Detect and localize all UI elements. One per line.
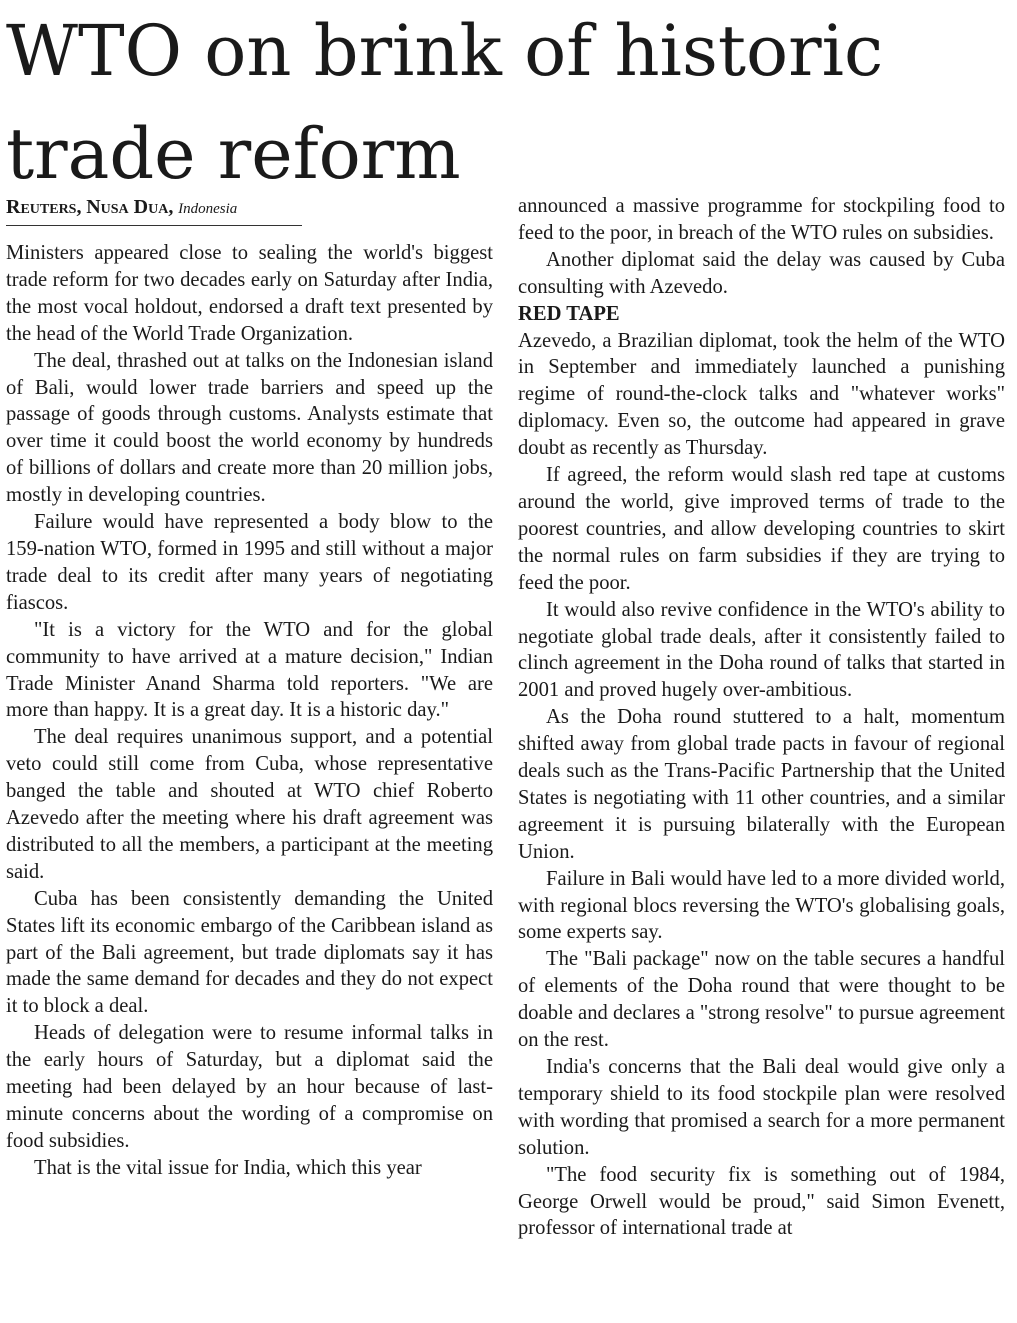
paragraph: The deal, thrashed out at talks on the Indonesian island of Bali, would lower trade barriers and speed up the passage of goods through customs. Analysts estimate that over time it could boost the world economy by hundreds of billions of dollars and create more than 20 million jobs, mostly in developing countries.: [6, 349, 493, 507]
paragraph: Failure would have represented a body blow to the 159-nation WTO, formed in 1995 and still without a major trade deal to its credit after many years of negotiating fiascos.: [6, 511, 493, 614]
paragraph: That is the vital issue for India, which this year: [34, 1156, 422, 1179]
paragraph: announced a massive programme for stockpiling food to feed to the poor, in breach of the WTO rules on subsidies.: [518, 195, 1005, 244]
paragraph: "It is a victory for the WTO and for the global community to have arrived at a mature decision," Indian Trade Minister Anand Sharma told reporters. "We are more than happy. It is a great day. It is a historic day.": [6, 618, 493, 722]
paragraph: As the Doha round stuttered to a halt, momentum shifted away from global trade pacts in favour of regional deals such as the Trans-Pacific Partnership that the United States is negotiating with 11 other countries, and a similar agreement it is pursuing bilaterally with the European Union.: [518, 706, 1005, 863]
paragraph: Heads of delegation were to resume informal talks in the early hours of Saturday, but a diplomat said the meeting had been delayed by an hour because of last-minute concerns about the wording of a compromise on food subsidies.: [6, 1022, 493, 1152]
byline-country: Indonesia: [178, 201, 238, 217]
paragraph: Another diplomat said the delay was caused by Cuba consulting with Azevedo.: [518, 248, 1005, 298]
subhead: RED TAPE: [518, 302, 620, 325]
paragraph: The deal requires unanimous support, and a potential veto could still come from Cuba, whose representative banged the table and shouted at WTO chief Roberto Azevedo after the meeting where his draft agreement was distributed to all the members, a participant at the meeting said.: [6, 726, 493, 883]
article-column-left: [6, 193, 493, 1182]
byline-source: Reuters,: [6, 196, 82, 218]
byline-place: Nusa Dua,: [86, 196, 174, 218]
paragraph: Failure in Bali would have led to a more divided world, with regional blocs reversing the WTO's globalising goals, some experts say.: [518, 867, 1005, 944]
paragraph: Cuba has been consistently demanding the United States lift its economic embargo of the Caribbean island as part of the Bali agreement, but trade diplomats say it has made the same demand for decades and they do not expect it to block a deal.: [6, 887, 493, 1018]
paragraph: If agreed, the reform would slash red tape at customs around the world, give improved terms of trade to the poorest countries, and allow developing countries to skirt the normal rules on farm subsidies if they are trying to feed the poor.: [518, 464, 1005, 594]
byline: [6, 193, 302, 226]
paragraph: It would also revive confidence in the WTO's ability to negotiate global trade deals, after it consistently failed to clinch agreement in the Doha round of talks that started in 2001 and proved hugely over-ambitious.: [518, 598, 1005, 702]
paragraph: Azevedo, a Brazilian diplomat, took the helm of the WTO in September and immediately launched a punishing regime of round-the-clock talks and "whatever works" diplomacy. Even so, the outcome had appeared in grave doubt as recently as Thursday.: [518, 329, 1005, 460]
paragraph: Ministers appeared close to sealing the world's biggest trade reform for two decades early on Saturday after India, the most vocal holdout, endorsed a draft text presented by the head of the World Trade Organization.: [6, 242, 493, 345]
paragraph: India's concerns that the Bali deal would give only a temporary shield to its food stockpile plan were resolved with wording that promised a search for a more permanent solution.: [518, 1056, 1005, 1159]
headline: WTO on brink of historic trade reform: [6, 10, 884, 195]
paragraph: "The food security fix is something out of 1984, George Orwell would be proud," said Simon Evenett, professor of international trade at: [518, 1163, 1005, 1240]
article-column-right: [518, 193, 1005, 1242]
paragraph: The "Bali package" now on the table secures a handful of elements of the Doha round that were thought to be doable and declares a "strong resolve" to pursue agreement on the rest.: [518, 948, 1005, 1052]
